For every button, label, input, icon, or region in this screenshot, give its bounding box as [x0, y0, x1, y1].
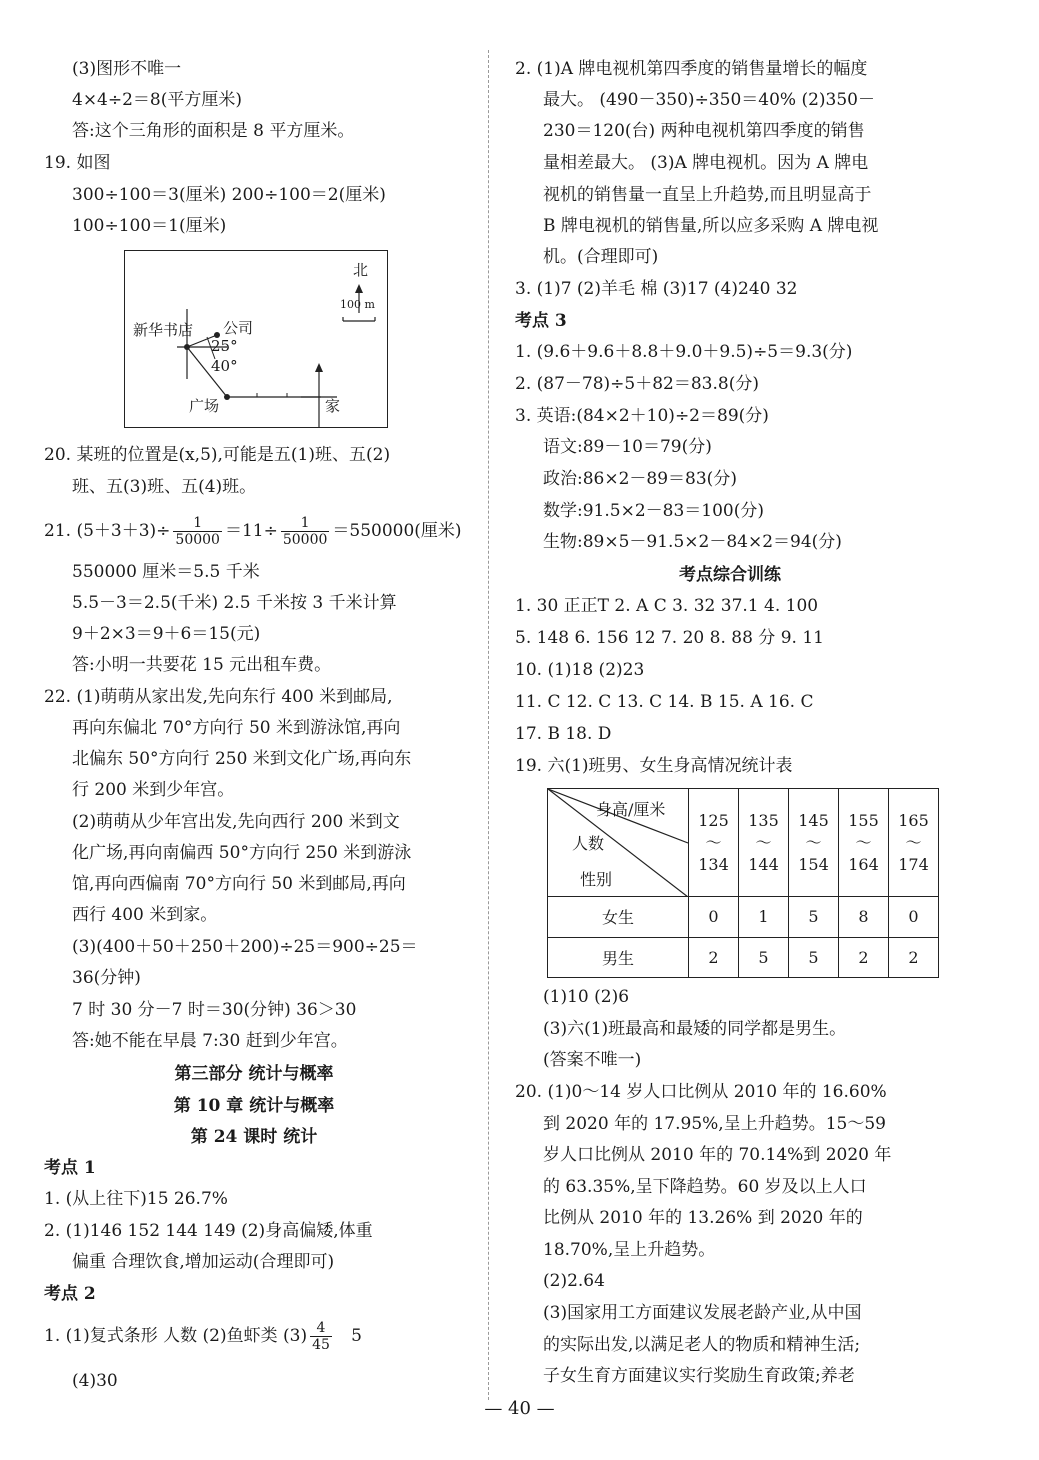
text-line: 答:这个三角形的面积是 8 平方厘米。 — [72, 121, 355, 141]
numerator: 1 — [281, 515, 330, 532]
bookstore-label: 新华书店 — [133, 321, 194, 339]
text-line: 1. (9.6＋9.6＋8.8＋9.0＋9.5)÷5＝9.3(分) — [515, 342, 853, 362]
text-line: 子女生育方面建议实行奖励生育政策;养老 — [543, 1366, 855, 1386]
home-label: 家 — [325, 397, 341, 415]
text-line: 7 时 30 分－7 时＝30(分钟) 36＞30 — [72, 1000, 357, 1020]
lesson-heading: 第 24 课时 统计 — [190, 1127, 318, 1147]
formula-part: ＝550000(厘米) — [332, 521, 462, 541]
text-line: 17. B 18. D — [515, 724, 612, 744]
text-line: 100÷100＝1(厘米) — [72, 216, 227, 236]
text-line: 化广场,再向南偏西 50°方向行 250 米到游泳 — [72, 843, 412, 863]
range-header — [739, 789, 789, 897]
range-high: 164 — [848, 854, 879, 874]
text-line: 行 200 米到少年宫。 — [72, 780, 235, 800]
direction-map — [124, 250, 388, 428]
fraction — [310, 1320, 332, 1353]
table-cell: 0 — [689, 897, 739, 938]
range-high: 144 — [748, 854, 779, 874]
north-arrowhead-icon — [355, 284, 363, 293]
text-line: 北偏东 50°方向行 250 米到文化广场,再向东 — [72, 749, 412, 769]
text-line: 偏重 合理饮食,增加运动(合理即可) — [72, 1252, 335, 1272]
diagonal-header-cell — [548, 789, 689, 897]
column-divider — [488, 50, 489, 1400]
text-line: 视机的销售量一直呈上升趋势,而且明显高于 — [543, 185, 872, 205]
text-line: 3. 英语:(84×2＋10)÷2＝89(分) — [515, 406, 769, 426]
table-cell: 2 — [689, 937, 739, 978]
text-line: 数学:91.5×2－83＝100(分) — [543, 501, 764, 521]
table-cell: 1 — [739, 897, 789, 938]
question-21 — [44, 514, 462, 548]
text-line: 政治:86×2－89＝83(分) — [543, 469, 737, 489]
range-low: 145 — [798, 810, 829, 830]
row-label: 女生 — [548, 897, 689, 938]
header-height: 身高/厘米 — [596, 800, 666, 819]
text-line: (3)(400＋50＋250＋200)÷25＝900÷25＝ — [72, 937, 418, 957]
section-heading: 考点综合训练 — [679, 565, 781, 585]
text-line: B 牌电视机的销售量,所以应多采购 A 牌电视 — [543, 216, 879, 236]
topic-heading: 考点 1 — [44, 1158, 96, 1178]
square-label: 广场 — [189, 397, 220, 415]
formula-part: 1. (1)复式条形 人数 (2)鱼虾类 (3) — [44, 1326, 308, 1346]
table-cell: 0 — [889, 897, 939, 938]
range-low: 155 — [848, 810, 879, 830]
range-low: 125 — [698, 810, 729, 830]
denominator: 50000 — [282, 532, 328, 548]
text-line: 18.70%,呈上升趋势。 — [543, 1240, 716, 1260]
height-stats-table — [547, 788, 939, 978]
text-line: 机。(合理即可) — [543, 247, 659, 267]
question-19: 19. 如图 — [44, 153, 111, 173]
text-line: (4)30 — [72, 1371, 118, 1391]
text-line: 2. (87－78)÷5＋82＝83.8(分) — [515, 374, 759, 394]
scale-label: 100 m — [340, 298, 375, 311]
text-line: 2. (1)A 牌电视机第四季度的销售量增长的幅度 — [515, 59, 868, 79]
chapter-heading: 第 10 章 统计与概率 — [173, 1096, 335, 1116]
range-header — [839, 789, 889, 897]
range-tilde: ～ — [805, 832, 822, 852]
text-line: 11. C 12. C 13. C 14. B 15. A 16. C — [515, 692, 814, 712]
north-label: 北 — [353, 261, 369, 279]
text-line: 5. 148 6. 156 12 7. 20 8. 88 分 9. 11 — [515, 628, 824, 648]
text-line: 生物:89×5－91.5×2－84×2＝94(分) — [543, 532, 842, 552]
range-high: 134 — [698, 854, 729, 874]
square-point — [224, 394, 230, 400]
header-count: 人数 — [572, 834, 605, 853]
formula-part: ＝11÷ — [224, 521, 278, 541]
text-line: (2)2.64 — [543, 1271, 605, 1291]
text-line: 的 63.35%,呈下降趋势。60 岁及以上人口 — [543, 1177, 867, 1197]
table-cell: 2 — [889, 937, 939, 978]
question-20: 20. (1)0～14 岁人口比例从 2010 年的 16.60% — [515, 1082, 887, 1102]
numerator: 4 — [310, 1320, 332, 1337]
formula-part: 21. (5＋3＋3)÷ — [44, 521, 171, 541]
table-cell: 5 — [789, 897, 839, 938]
text-line: 36(分钟) — [72, 968, 141, 988]
table-caption: 19. 六(1)班男、女生身高情况统计表 — [515, 756, 793, 776]
text-line: 550000 厘米＝5.5 千米 — [72, 562, 260, 582]
table-cell: 5 — [739, 937, 789, 978]
text-line: 1. (从上往下)15 26.7% — [44, 1189, 228, 1209]
text-line: 到 2020 年的 17.95%,呈上升趋势。15～59 — [543, 1114, 886, 1134]
range-low: 135 — [748, 810, 779, 830]
text-line: 最大。 (490－350)÷350＝40% (2)350－ — [543, 90, 875, 110]
bookstore-point — [184, 344, 190, 350]
header-gender: 性别 — [580, 870, 613, 889]
text-line: 10. (1)18 (2)23 — [515, 660, 645, 680]
range-high: 174 — [898, 854, 929, 874]
text-line: 再向东偏北 70°方向行 50 米到游泳馆,再向 — [72, 718, 401, 738]
text-line: 的实际出发,以满足老人的物质和精神生活; — [543, 1335, 861, 1355]
text-line: 比例从 2010 年的 13.26% 到 2020 年的 — [543, 1208, 863, 1228]
text-line: 9＋2×3＝9＋6＝15(元) — [72, 624, 261, 644]
topic-heading: 考点 2 — [44, 1284, 96, 1304]
text-line: 岁人口比例从 2010 年的 70.14%到 2020 年 — [543, 1145, 892, 1165]
range-high: 154 — [798, 854, 829, 874]
text-line: (3)图形不唯一 — [72, 59, 182, 79]
range-tilde: ～ — [755, 832, 772, 852]
question-20: 20. 某班的位置是(x,5),可能是五(1)班、五(2) — [44, 445, 391, 465]
text-line: 2. (1)146 152 144 149 (2)身高偏矮,体重 — [44, 1221, 373, 1241]
text-line: (3)六(1)班最高和最矮的同学都是男生。 — [543, 1019, 847, 1039]
home-north-arrowhead-icon — [315, 363, 323, 372]
text-line: 答:小明一共要花 15 元出租车费。 — [72, 655, 332, 675]
row-label: 男生 — [548, 937, 689, 978]
text-line: (答案不唯一) — [543, 1050, 642, 1070]
table-cell: 5 — [789, 937, 839, 978]
text-line: 5.5－3＝2.5(千米) 2.5 千米按 3 千米计算 — [72, 593, 397, 613]
text-line: 答:她不能在早晨 7:30 赶到少年宫。 — [72, 1031, 348, 1051]
text-line: (2)萌萌从少年宫出发,先向西行 200 米到文 — [72, 812, 400, 832]
text-line: 西行 400 米到家。 — [72, 905, 218, 925]
company-label: 公司 — [223, 319, 254, 337]
text-line: 语文:89－10＝79(分) — [543, 437, 712, 457]
text-line — [44, 1318, 362, 1354]
numerator: 1 — [173, 515, 222, 532]
range-tilde: ～ — [705, 832, 722, 852]
denominator: 45 — [312, 1337, 330, 1353]
text-line: 230＝120(台) 两种电视机第四季度的销售 — [543, 121, 865, 141]
text-line: 馆,再向西偏南 70°方向行 50 米到邮局,再向 — [72, 874, 406, 894]
text-line: 300÷100＝3(厘米) 200÷100＝2(厘米) — [72, 185, 386, 205]
formula-part: 5 — [351, 1326, 362, 1346]
table-cell: 8 — [839, 897, 889, 938]
question-22: 22. (1)萌萌从家出发,先向东行 400 米到邮局, — [44, 687, 393, 707]
text-line: (1)10 (2)6 — [543, 987, 630, 1007]
page-number: — 40 — — [484, 1398, 555, 1419]
table-row-female — [548, 897, 939, 938]
text-line: 4×4÷2＝8(平方厘米) — [72, 90, 243, 110]
table-cell: 2 — [839, 937, 889, 978]
table-header-row — [548, 789, 939, 897]
fraction — [281, 515, 330, 548]
text-line: (3)国家用工方面建议发展老龄产业,从中国 — [543, 1303, 862, 1323]
topic-heading: 考点 3 — [515, 311, 567, 331]
range-low: 165 — [898, 810, 929, 830]
range-header — [889, 789, 939, 897]
text-line: 1. 30 正正T 2. A C 3. 32 37.1 4. 100 — [515, 596, 819, 616]
text-line: 班、五(3)班、五(4)班。 — [72, 477, 257, 497]
angle-label: 25° — [211, 337, 238, 355]
map-drawing — [125, 251, 389, 429]
table-row-male — [548, 937, 939, 978]
text-line: 3. (1)7 (2)羊毛 棉 (3)17 (4)240 32 — [515, 279, 798, 299]
denominator: 50000 — [175, 532, 220, 548]
text-line: 量相差最大。 (3)A 牌电视机。因为 A 牌电 — [543, 153, 869, 173]
fraction — [173, 515, 222, 548]
angle-label: 40° — [211, 357, 238, 375]
range-header — [789, 789, 839, 897]
range-header — [689, 789, 739, 897]
range-tilde: ～ — [855, 832, 872, 852]
range-tilde: ～ — [905, 832, 922, 852]
section-heading: 第三部分 统计与概率 — [174, 1064, 334, 1084]
